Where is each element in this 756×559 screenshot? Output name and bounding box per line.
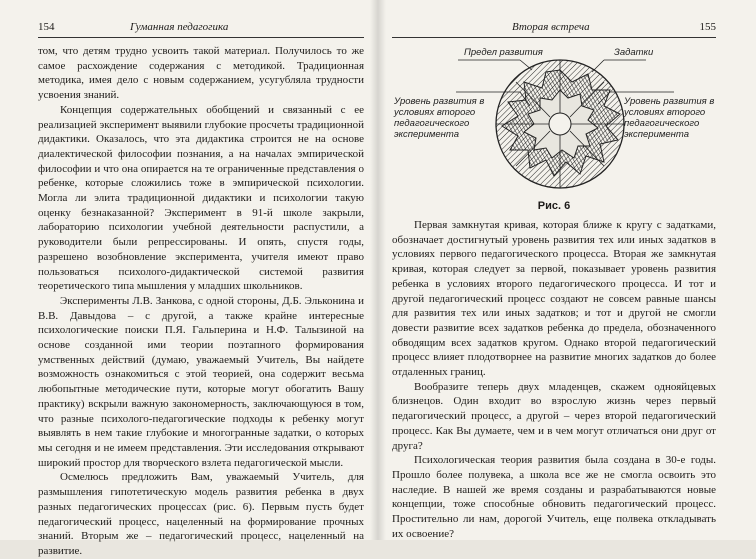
label-level-right: Уровень развития в условиях второго педагогического эксперимента [624,96,715,140]
paragraph: Осмелюсь предложить Вам, уважаемый Учитель, для размышления гипотетическую модель развития ребенка в двух разных педагогических процессах (рис. 6). Первым пусть будет педагогический процесс, нацеленный на формирование прочных знаний. Вторым же – педагогический процесс, нацеленный на развитие. [38,471,364,557]
running-head-left [38,20,364,38]
running-title-left: Гуманная педагогика [130,21,229,33]
paragraph: Эксперименты Л.В. Занкова, с одной стороны, Д.Б. Эльконина и В.В. Давыдова – с другой, а также крайне интересные психологические поиски П.Я. Гальперина и Н.Ф. Талызиной на основе созданной ими теории поэтапного формирования умственных действий (думаю, уважаемый Учитель, Вы найдете возможность ознакомиться с этой теорией, она содержит весьма любопытные методические пути, которые могут обогатить Вашу практику) вскрыли важную закономерность, заключающуюся в том, что разные психолого-педагогические подходы к ребенку могут выявлять в нем такие глубокие и многогранные задатки, о которых мы сегодня и не имеем представления. Эти исследования открывают широкий простор для творческого взлета педагогической мысли. [38,294,364,469]
label-makings: Задатки [614,47,654,58]
left-page [0,0,378,557]
book-gutter-shadow [370,0,386,540]
left-page-text [38,44,364,559]
running-title-right: Вторая встреча [512,21,590,33]
figure-caption: Рис. 6 [537,200,571,212]
right-page-text [392,218,716,541]
makings-circle [549,113,571,135]
page-number-right: 155 [699,21,716,33]
paragraph: Психологическая теория развития была создана в 30-е годы. Прошло более полувека, а школа все же не смогла освоить это наследие. В нашей же время созданы и разрабатываются новые концепции, тоже способные обновить педагогический процесс. Простительно ли нам, дорогой Учитель, еще полвека откладывать их освоение? [392,454,716,540]
right-page [378,0,756,540]
label-level-left: Уровень развития в условиях второго педагогического эксперимента [394,96,485,140]
paragraph: том, что детям трудно усвоить такой материал. Получилось то же самое расхождение содержания с методикой. Традиционная методика, имея дело с новым содержанием, усугубляла трудности усвоения знаний. [38,45,364,102]
running-head-right [392,20,716,38]
paragraph: Вообразите теперь двух младенцев, скажем однояйцевых близнецов. Один входит во взрослую жизнь через первый педагогический процесс, а другой – через второй педагогический процесс. Как Вы думаете, чем и в чем могут отличаться они друг от друга? [392,380,716,452]
label-development-limit: Предел развития [464,47,543,58]
paragraph: Концепция содержательных обобщений и связанный с ее реализацией эксперимент выявили глубокие просчеты традиционной дидактики. Оказалось, что эта дидактика строится не на основе диалектической философии познания, а на началах эмпирической философии и что она опирается на те ограниченные представления о ребенке, которые сложились тоже в эмпирической психологии. Могла ли элита традиционной дидактики и психологии такую оценку безнаказанной? Эксперимент в 91-й школе закрыли, лабораторию психологии учебной деятельности распустили, а руководители были репрессированы. И опять, спустя годы, разрешено возобновление эксперимента, учителя имеют право пользоваться психолого-дидактической системой развития теоретического типа мышления у младших школьников. [38,103,364,293]
development-model-figure [392,44,716,194]
paragraph: Первая замкнутая кривая, которая ближе к кругу с задатками, обозначает достигнутый уровень развития тех или иных задатков в условиях первого педагогического процесса. Вторая же замкнутая кривая, которая следует за первой, показывает уровень развития ребенка в условиях второго педагогического процесса. И тот и другой педагогический процесс создают не совсем равные шансы для развития тех или иных задатков; и тот и другой не смогли довести развитие всех задатков ребенка до предела, обозначенного обводящим всех задатков кругом. Однако второй педагогический процесс влияет плодотворнее на развитие многих задатков до более отдаленных границ. [392,219,716,379]
page-number-left: 154 [38,21,55,33]
